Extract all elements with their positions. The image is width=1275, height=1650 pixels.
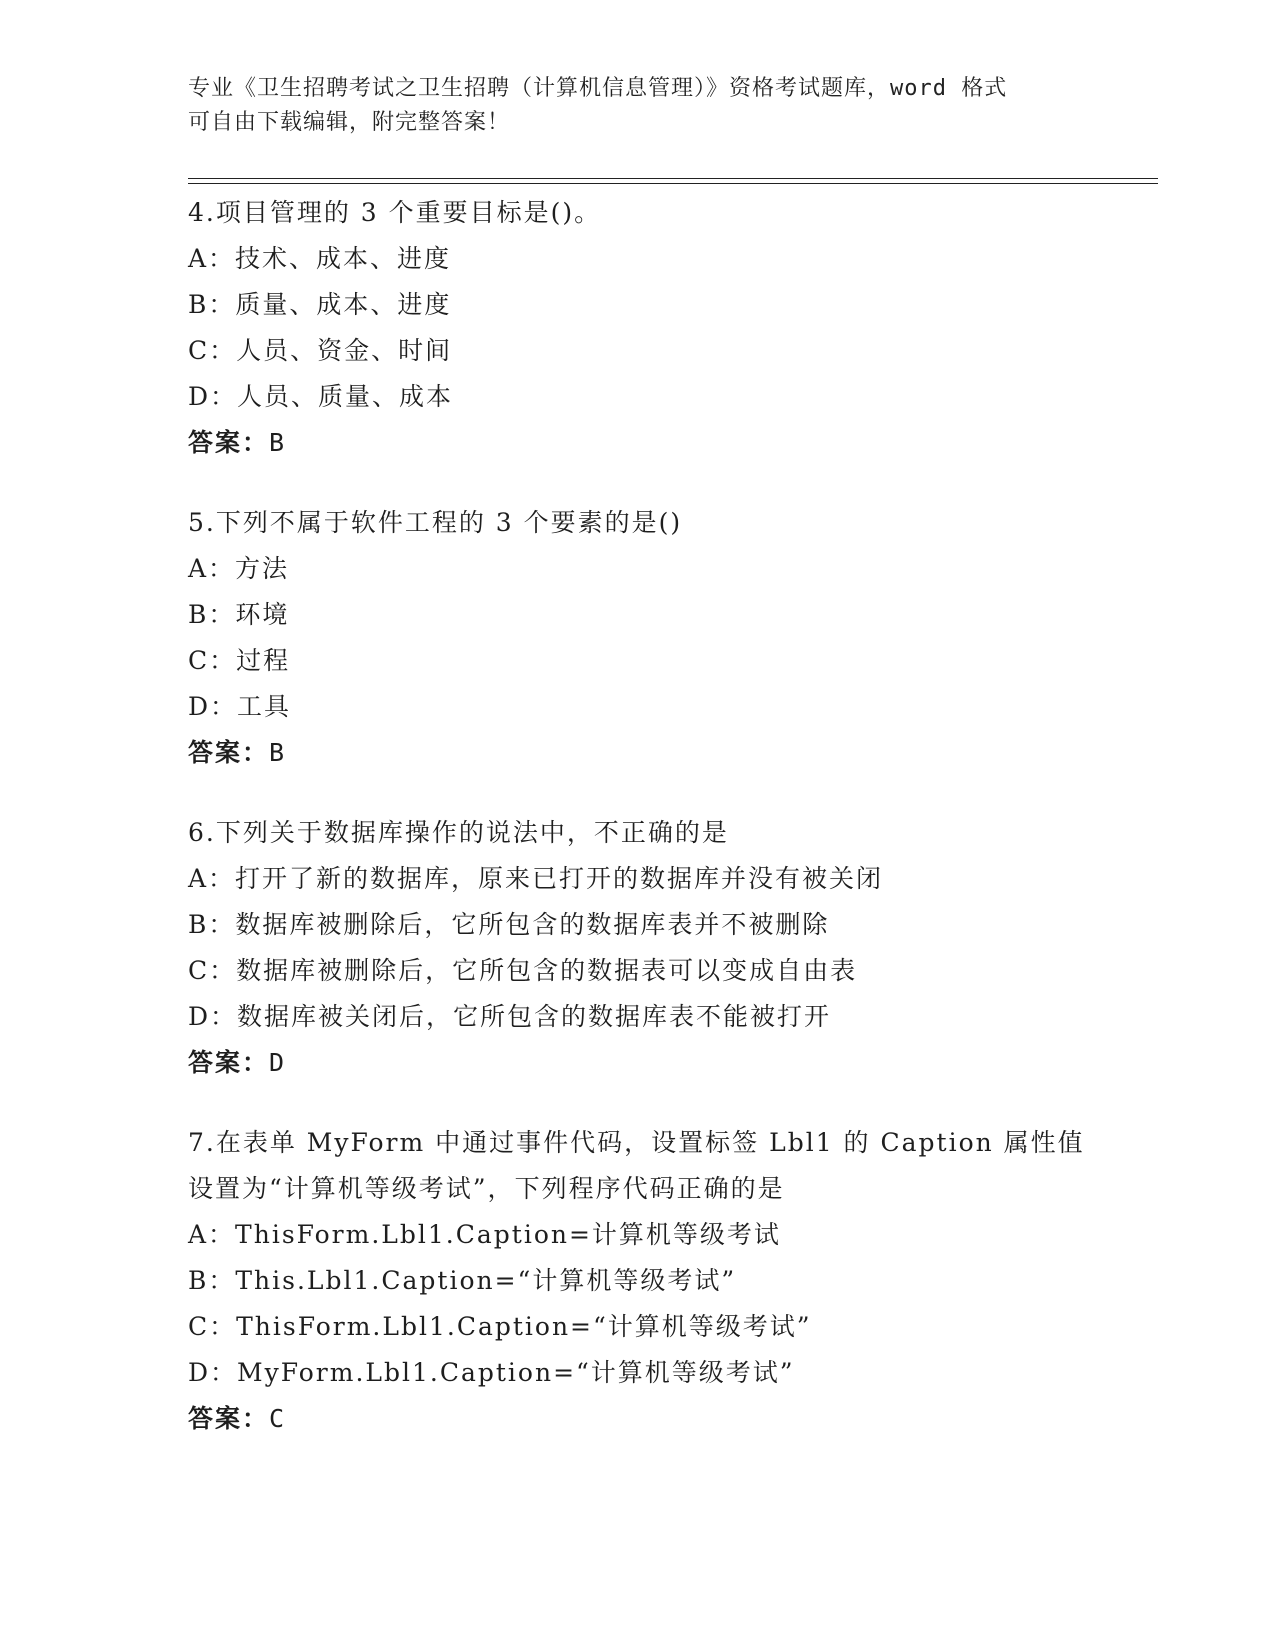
question-text: 4.项目管理的 3 个重要目标是()。 [188,198,602,227]
question-text: 6.下列关于数据库操作的说法中，不正确的是 [188,818,729,847]
answer-label: 答案： [188,738,270,767]
answer [188,1040,1148,1086]
option-b: B：数据库被删除后，它所包含的数据库表并不被删除 [188,910,830,939]
question-6 [188,810,1148,1086]
option-c: C：数据库被删除后，它所包含的数据表可以变成自由表 [188,956,858,985]
option-c: C：ThisForm.Lbl1.Caption=“计算机等级考试” [188,1312,812,1341]
header-divider-bottom [188,183,1158,184]
option-b: B：质量、成本、进度 [188,290,452,319]
option-a: A：技术、成本、进度 [188,244,452,273]
answer-value: C [269,1404,287,1433]
header-line-1: 专业《卫生招聘考试之卫生招聘（计算机信息管理）》资格考试题库，word 格式 [188,76,1008,101]
question-4 [188,190,1148,466]
answer [188,1396,1148,1442]
option-a: A：ThisForm.Lbl1.Caption=计算机等级考试 [188,1220,781,1249]
option-c: C：过程 [188,646,291,675]
option-d: D：人员、质量、成本 [188,382,454,411]
option-d: D：数据库被关闭后，它所包含的数据库表不能被打开 [188,1002,832,1031]
question-text: 5.下列不属于软件工程的 3 个要素的是() [188,508,683,537]
question-list [188,190,1148,1476]
answer-value: B [269,738,287,767]
answer [188,730,1148,776]
option-d: D：MyForm.Lbl1.Caption=“计算机等级考试” [188,1358,795,1387]
question-text-line-2: 设置为“计算机等级考试”，下列程序代码正确的是 [188,1174,785,1203]
option-b: B：This.Lbl1.Caption=“计算机等级考试” [188,1266,737,1295]
answer-label: 答案： [188,1404,270,1433]
question-text-line-1: 7.在表单 MyForm 中通过事件代码，设置标签 Lbl1 的 Caption 属性值 [188,1128,1085,1157]
option-d: D：工具 [188,692,292,721]
header-divider-top [188,178,1158,179]
answer-value: B [269,428,287,457]
option-b: B：环境 [188,600,290,629]
answer-label: 答案： [188,428,270,457]
document-header [188,72,1088,140]
answer-label: 答案： [188,1048,270,1077]
option-a: A：方法 [188,554,290,583]
option-a: A：打开了新的数据库，原来已打开的数据库并没有被关闭 [188,864,884,893]
answer-value: D [269,1048,287,1077]
question-5 [188,500,1148,776]
option-c: C：人员、资金、时间 [188,336,453,365]
question-7 [188,1120,1148,1442]
answer [188,420,1148,466]
header-line-2: 可自由下载编辑，附完整答案！ [188,110,511,135]
